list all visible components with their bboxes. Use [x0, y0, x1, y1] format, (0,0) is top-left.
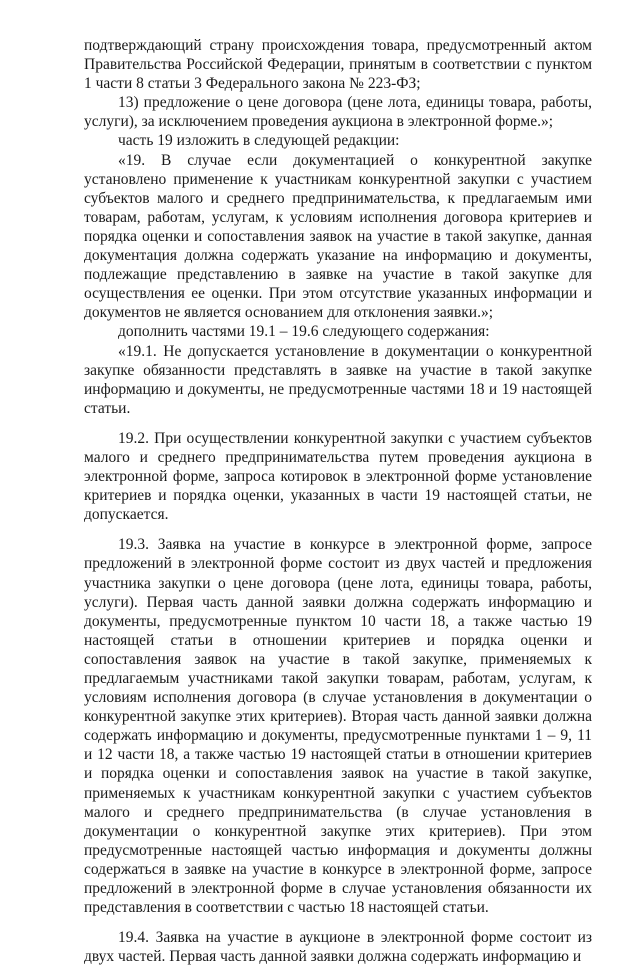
paragraph-part-19-3: 19.3. Заявка на участие в конкурсе в электронной форме, запросе предложений в электронной форме состоит из двух частей и предложения участника закупки о цене договора (цене лота, единицы товара, работы, услуги). Первая часть данной заявки должна содержать информацию и документы, предусмотренные пунктом 10 части 18, а также частью 19 настоящей статьи в отношении критериев и порядка оценки и сопоставления заявок на участие в такой закупке, применяемых к предлагаемым участниками такой закупки товарам, работам, услугам, к условиям исполнения договора (в случае установления в документации о конкурентной закупке этих критериев). Вторая часть данной заявки должна содержать информацию и документы, предусмотренные пунктами 1 – 9, 11 и 12 части 18, а также частью 19 настоящей статьи в отношении критериев и порядка оценки и сопоставления заявок на участие в такой закупке, применяемых к участникам конкурентной закупки с участием субъектов малого и среднего предпринимательства (в случае установления в документации о конкурентной закупке этих критериев). При этом предусмотренные настоящей частью информация и документы должны содержаться в заявке на участие в конкурсе в электронной форме, запросе предложений в электронной форме в случае установления обязанности их представления в соответствии с частью 18 настоящей статьи. — [84, 536, 592, 917]
paragraph-item-13: 13) предложение о цене договора (цене лота, единицы товара, работы, услуги), за исключением проведения аукциона в электронной форме.»; — [84, 94, 592, 131]
paragraph-part-19: «19. В случае если документацией о конкурентной закупке установлено применение к участникам конкурентной закупки с участием субъектов малого и среднего предпринимательства, к предлагаемым ими товарам, работам, услугам, к условиям исполнения договора критериев и порядка оценки и сопоставления заявок на участие в такой закупке, данная документация должна содержать указание на информацию и документы, подлежащие представлению в заявке на участие в такой закупке для осуществления ее оценки. При этом отсутствие указанных информации и документов не является основанием для отклонения заявки.»; — [84, 151, 592, 322]
paragraph-part-19-1: «19.1. Не допускается установление в документации о конкурентной закупке обязанности представлять в заявке на участие в такой закупке информацию и документы, не предусмотренные частями 18 и 19 настоящей статьи. — [84, 342, 592, 417]
paragraph-part-19-2: 19.2. При осуществлении конкурентной закупки с участием субъектов малого и среднего предпринимательства путем проведения аукциона в электронной форме, запроса котировок в электронной форме установление критериев и порядка оценки, указанных в части 19 настоящей статьи, не допускается. — [84, 429, 592, 524]
paragraph-continuation: подтверждающий страну происхождения товара, предусмотренный актом Правительства Российской Федерации, принятым в соответствии с пунктом 1 части 8 статьи 3 Федерального закона № 223-ФЗ; — [84, 37, 592, 93]
paragraph-part-19-4: 19.4. Заявка на участие в аукционе в электронной форме состоит из двух частей. Первая часть данной заявки должна содержать информацию и — [84, 929, 592, 966]
paragraph-add-parts: дополнить частями 19.1 – 19.6 следующего содержания: — [118, 323, 490, 341]
paragraph-amend-part-19: часть 19 изложить в следующей редакции: — [118, 132, 400, 150]
